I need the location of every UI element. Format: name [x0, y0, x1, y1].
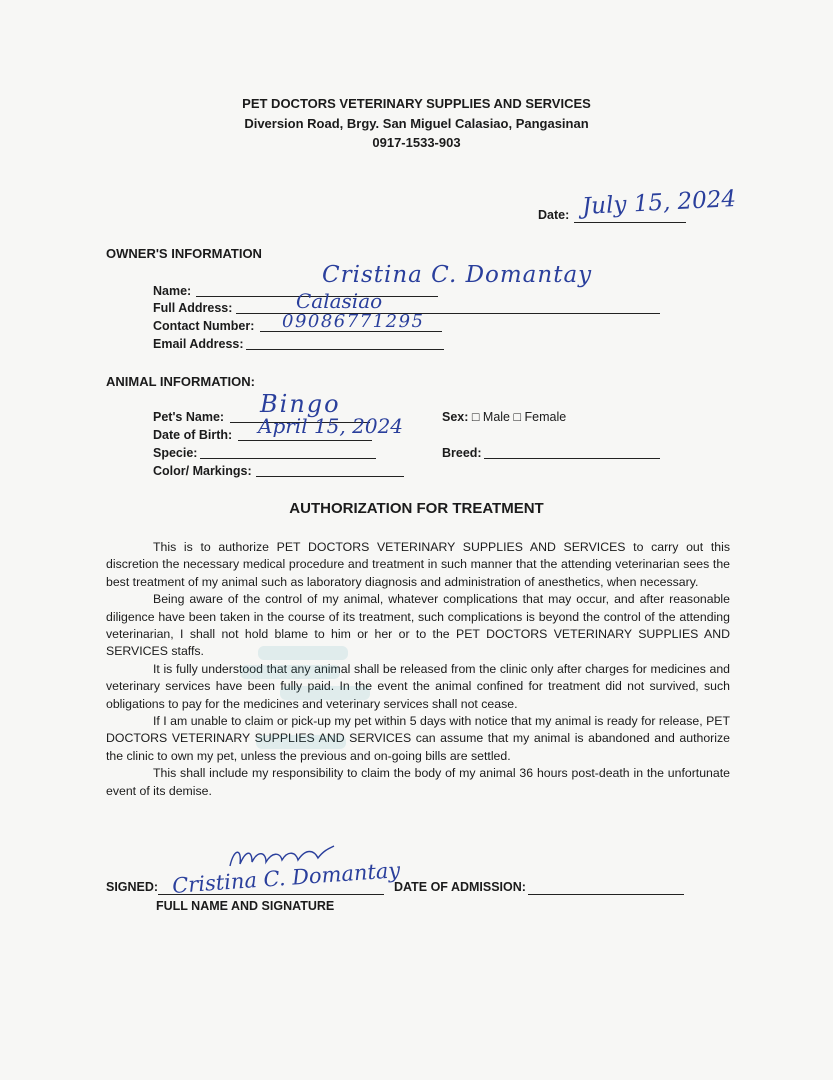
signature-scribble-icon	[222, 838, 342, 878]
owner-section-title: OWNER'S INFORMATION	[106, 246, 262, 261]
ink-smudge	[258, 646, 348, 660]
paragraph-5: This shall include my responsibility to claim the body of my animal 36 hours post-death in the unfortunate event of its demise.	[106, 766, 730, 798]
email-line	[246, 349, 444, 350]
business-name: PET DOCTORS VETERINARY SUPPLIES AND SERVICES	[242, 96, 591, 111]
dob-label: Date of Birth:	[153, 428, 233, 442]
pet-name-label: Pet's Name:	[153, 410, 225, 424]
breed-line	[484, 458, 660, 459]
authorization-body	[106, 539, 730, 800]
signed-value: Cristina C. Domantay	[171, 858, 401, 898]
contact-value: 09086771295	[282, 311, 425, 332]
signature-caption: FULL NAME AND SIGNATURE	[156, 899, 335, 913]
dob-line	[238, 440, 372, 441]
ink-smudge	[240, 665, 340, 679]
date-label: Date:	[538, 208, 570, 222]
address-label: Full Address:	[153, 301, 233, 315]
pet-name-value: Bingo	[260, 390, 341, 418]
color-label: Color/ Markings:	[153, 464, 252, 478]
date-value: July 15, 2024	[581, 185, 737, 221]
paragraph-2: Being aware of the control of my animal, whatever complications that may occur, and after reasonable diligence have been taken in the course of its treatment, such complications is beyond the control of the attending veterinarian, I shall not hold blame to him or her or to the PET DOCTORS VETERINARY SUPPLIES AND SERVICES staffs.	[106, 592, 730, 659]
animal-section-title: ANIMAL INFORMATION:	[106, 374, 255, 389]
admission-line	[528, 894, 684, 895]
name-label: Name:	[153, 284, 192, 298]
date-line	[574, 222, 686, 223]
dob-value: April 15, 2024	[258, 414, 404, 438]
paragraph-4: If I am unable to claim or pick-up my pet within 5 days with notice that my animal is ready for release, PET DOCTORS VETERINARY SUPPLIES AND SERVICES can assume that my animal is abandoned and authorize the clinic to own my pet, unless the previous and on-going bills are settled.	[106, 714, 730, 763]
sex-label: Sex:	[442, 410, 469, 424]
address-value: Calasiao	[296, 289, 383, 313]
breed-label: Breed:	[442, 446, 482, 460]
paragraph-3: It is fully understood that any animal shall be released from the clinic only after charges for medicines and veterinary services have been fully paid. In the event the animal confined for treatment did not survived, such obligations to pay for the medicines and veterinary services shall not cease.	[106, 661, 730, 711]
signed-label: SIGNED:	[106, 880, 159, 894]
business-address: Diversion Road, Brgy. San Miguel Calasiao, Pangasinan	[244, 116, 589, 131]
paragraph-1: This is to authorize PET DOCTORS VETERINARY SUPPLIES AND SERVICES to carry out this discretion the necessary medical procedure and treatment in such manner that the attending veterinarian sees the best treatment of my animal such as laboratory diagnosis and administration of anesthetics, when necessary.	[106, 540, 730, 589]
email-label: Email Address:	[153, 337, 244, 351]
color-line	[256, 476, 404, 477]
ink-smudge	[256, 735, 346, 749]
sex-options: □ Male □ Female	[471, 410, 567, 424]
business-phone: 0917-1533-903	[372, 135, 461, 150]
admission-label: DATE OF ADMISSION:	[394, 880, 526, 894]
sex-field	[442, 410, 566, 424]
specie-label: Specie:	[153, 446, 198, 460]
authorization-title: AUTHORIZATION FOR TREATMENT	[289, 500, 544, 517]
contact-label: Contact Number:	[153, 319, 255, 333]
ink-smudge	[280, 686, 370, 700]
name-value: Cristina C. Domantay	[322, 262, 593, 288]
specie-line	[200, 458, 376, 459]
